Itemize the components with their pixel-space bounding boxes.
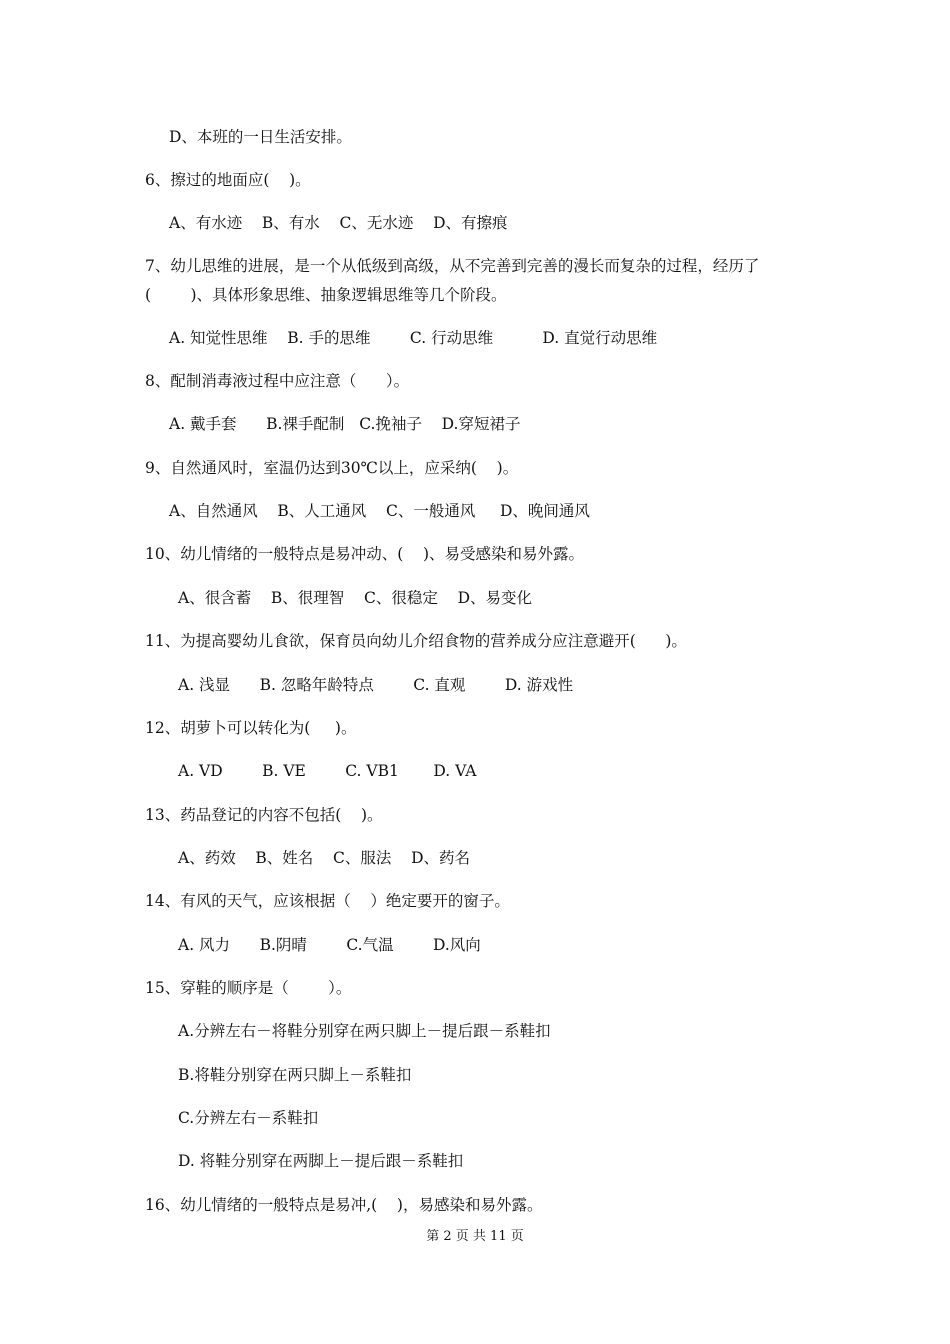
question-8: 8、配制消毒液过程中应注意（ ）。 bbox=[145, 372, 410, 390]
question-7: 7、幼儿思维的进展，是一个从低级到高级，从不完善到完善的漫长而复杂的过程，经历了 bbox=[145, 257, 760, 275]
question-13: 13、药品登记的内容不包括( )。 bbox=[145, 806, 383, 824]
options-10: A、很含蓄 B、很理智 C、很稳定 D、易变化 bbox=[178, 589, 532, 607]
options-14: A. 风力 B.阴晴 C.气温 D.风向 bbox=[178, 936, 481, 954]
question-14: 14、有风的天气，应该根据（ ）绝定要开的窗子。 bbox=[145, 892, 510, 910]
option-line: D、本班的一日生活安排。 bbox=[169, 128, 352, 146]
question-16: 16、幼儿情绪的一般特点是易冲,( )，易感染和易外露。 bbox=[145, 1196, 543, 1214]
options-7: A. 知觉性思维 B. 手的思维 C. 行动思维 D. 直觉行动思维 bbox=[169, 329, 658, 347]
option-15-d: D. 将鞋分别穿在两脚上－提后跟－系鞋扣 bbox=[178, 1152, 464, 1170]
question-11: 11、为提高婴幼儿食欲，保育员向幼儿介绍食物的营养成分应注意避开( )。 bbox=[145, 632, 687, 650]
option-15-a: A.分辨左右－将鞋分别穿在两只脚上－提后跟－系鞋扣 bbox=[178, 1022, 551, 1040]
options-12: A. VD B. VE C. VB1 D. VA bbox=[178, 762, 477, 780]
options-9: A、自然通风 B、人工通风 C、一般通风 D、晚间通风 bbox=[169, 502, 590, 520]
question-9: 9、自然通风时，室温仍达到30℃以上，应采纳( )。 bbox=[145, 459, 519, 477]
question-7-cont: ( )、具体形象思维、抽象逻辑思维等几个阶段。 bbox=[145, 286, 507, 304]
options-6: A、有水迹 B、有水 C、无水迹 D、有擦痕 bbox=[169, 214, 508, 232]
question-15: 15、穿鞋的顺序是（ ）。 bbox=[145, 979, 352, 997]
options-8: A. 戴手套 B.裸手配制 C.挽袖子 D.穿短裙子 bbox=[169, 415, 521, 433]
option-15-b: B.将鞋分别穿在两只脚上－系鞋扣 bbox=[178, 1066, 412, 1084]
page-footer: 第 2 页 共 11 页 bbox=[426, 1229, 524, 1244]
option-15-c: C.分辨左右－系鞋扣 bbox=[178, 1109, 319, 1127]
question-12: 12、胡萝卜可以转化为( )。 bbox=[145, 719, 357, 737]
options-13: A、药效 B、姓名 C、服法 D、药名 bbox=[178, 849, 470, 867]
question-10: 10、幼儿情绪的一般特点是易冲动、( )、易受感染和易外露。 bbox=[145, 545, 585, 563]
options-11: A. 浅显 B. 忽略年龄特点 C. 直观 D. 游戏性 bbox=[178, 676, 574, 694]
question-6: 6、擦过的地面应( )。 bbox=[145, 171, 311, 189]
